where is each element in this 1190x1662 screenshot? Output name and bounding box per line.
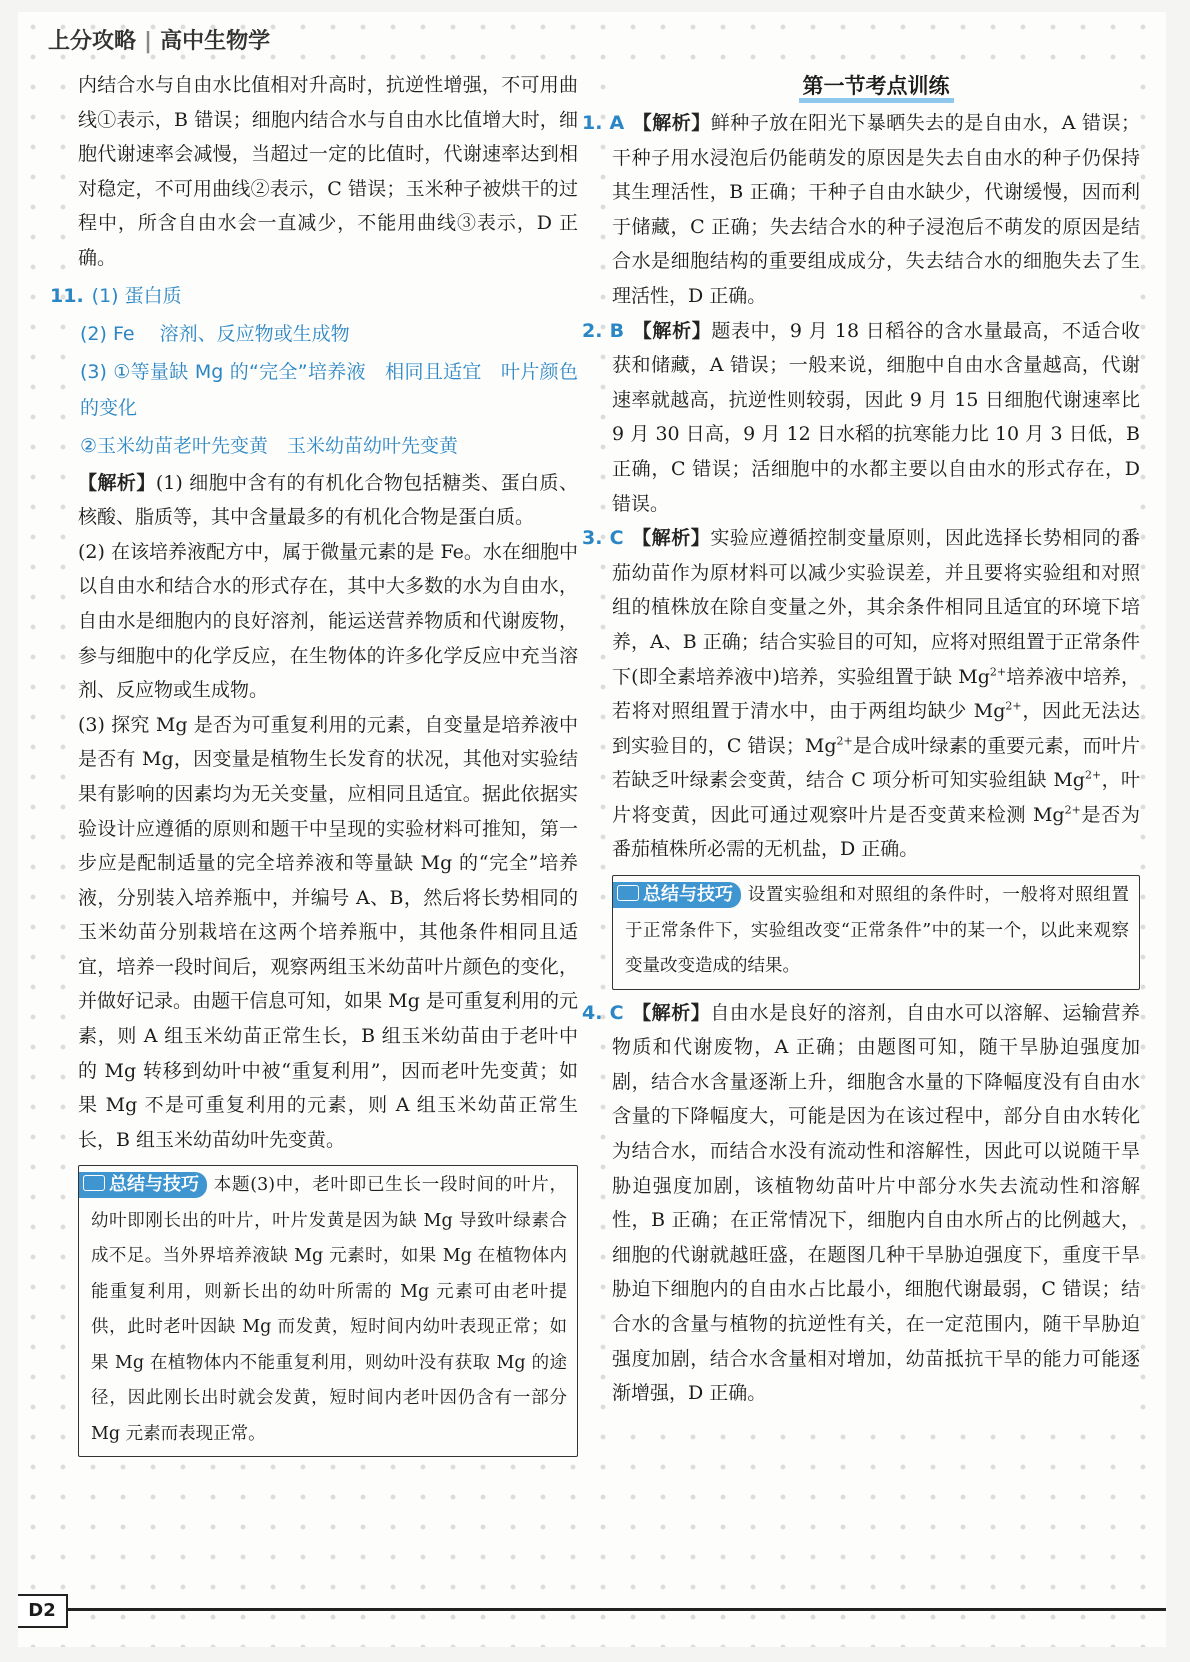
question-4 bbox=[582, 996, 1140, 1411]
question-2 bbox=[582, 314, 1140, 522]
analysis-3: (3) 探究 Mg 是否为可重复利用的元素，自变量是培养液中是否有 Mg，因变量是植物生长发育的状况，其他对实验结果有影响的因素均为无关变量，应相同且适宜。据此依据实验设计应遵循的原则和题干中呈现的实验材料可推知，第一步应是配制适量的完全培养液和等量缺 Mg 的“完全”培养液，分别装入培养瓶中，并编号 A、B，然后将长势相同的玉米幼苗分别栽培在这两个培养瓶中，其他条件相同且适宜，培养一段时间后，观察两组玉米幼苗叶片颜色的变化，并做好记录。由题干信息可知，如果 Mg 是可重复利用的元素，则 A 组玉米幼苗正常生长，B 组玉米幼苗由于老叶中的 Mg 转移到幼叶中被“重复利用”，因而老叶先变黄；如果 Mg 不是可重复利用的元素，则 A 组玉米幼苗正常生长，B 组玉米幼苗幼叶先变黄。 bbox=[78, 713, 578, 1151]
superscript: 2+ bbox=[836, 734, 853, 748]
summary-tip-label-text: 总结与技巧 bbox=[643, 884, 733, 906]
summary-tip-label bbox=[613, 882, 741, 908]
left-column bbox=[50, 68, 578, 1463]
question-1-text: 鲜种子放在阳光下暴晒失去的是自由水，A 错误；干种子用水浸泡后仍能萌发的原因是失去自由水的种子仍保持其生理活性，B 正确；干种子自由水缺少，代谢缓慢，因而利于储藏，C 正确；失去结合水的种子浸泡后不萌发的原因是结合水是细胞结构的重要组成成分，失去结合水的细胞失去了生理活性，D 正确。 bbox=[612, 112, 1140, 307]
analysis-tag: 【解析】 bbox=[632, 319, 712, 342]
summary-tip-label-text: 总结与技巧 bbox=[109, 1174, 199, 1196]
answer-1: (1) 蛋白质 bbox=[91, 284, 182, 307]
answer-4: ②玉米幼苗老叶先变黄 玉米幼苗幼叶先变黄 bbox=[80, 434, 459, 457]
header-separator: | bbox=[144, 29, 153, 54]
footer-rule bbox=[66, 1608, 1166, 1611]
answer-3: (3) ①等量缺 Mg 的“完全”培养液 相同且适宜 叶片颜色的变化 bbox=[80, 360, 578, 419]
analysis-tag: 【解析】 bbox=[632, 112, 711, 134]
section-title bbox=[612, 70, 1140, 102]
question-3-text-e: ，叶片将变黄，因此可通过观察叶片是否变黄来检测 Mg bbox=[612, 769, 1140, 826]
section-title-text: 第一节考点训练 bbox=[799, 74, 954, 103]
question-3-text-d: 是合成叶绿素的重要元素，而叶片若缺乏叶绿素会变黄，结合 C 项分析可知实验组缺 Mg bbox=[612, 734, 1140, 792]
question-3-text-b: 培养液中培养，若将对照组置于清水中，由于两组均缺少 Mg bbox=[612, 665, 1140, 723]
superscript: 2+ bbox=[1005, 699, 1022, 713]
analysis-2: (2) 在该培养液配方中，属于微量元素的是 Fe。水在细胞中以自由水和结合水的形式存在，其中大多数的水为自由水，自由水是细胞内的良好溶剂，能运送营养物质和代谢废物，参与细胞中的化学反应，在生物体的许多化学反应中充当溶剂、反应物或生成物。 bbox=[78, 540, 578, 702]
subject-name: 高中生物学 bbox=[160, 29, 271, 54]
superscript: 2+ bbox=[989, 665, 1007, 679]
question-number: 2. B bbox=[582, 319, 625, 342]
question-1 bbox=[582, 106, 1140, 314]
answer-2: (2) Fe 溶剂、反应物或生成物 bbox=[80, 322, 350, 345]
notebook-icon bbox=[617, 885, 639, 901]
page-number: D2 bbox=[18, 1594, 68, 1628]
right-column bbox=[582, 68, 1140, 1411]
analysis-text-1: (1) 细胞中含有的有机化合物包括糖类、蛋白质、核酸、脂质等，其中含量最多的有机化合物是蛋白质。 bbox=[78, 471, 578, 529]
question-3-text-f: 是否为番茄植株所必需的无机盐，D 正确。 bbox=[612, 803, 1140, 861]
summary-tip-text: 设置实验组和对照组的条件时，一般将对照组置于正常条件下，实验组改变“正常条件”中的某一个，以此来观察变量改变造成的结果。 bbox=[625, 885, 1129, 977]
analysis-tag: 【解析】 bbox=[631, 527, 711, 550]
summary-tip-label bbox=[79, 1172, 207, 1198]
question-number: 11. bbox=[50, 284, 84, 307]
superscript: 2+ bbox=[1064, 803, 1081, 817]
question-11 bbox=[50, 278, 578, 464]
summary-tip-box bbox=[612, 875, 1140, 990]
question-number: 3. C bbox=[582, 527, 624, 550]
question-number: 1. A bbox=[582, 112, 625, 134]
answer-line-1 bbox=[50, 278, 578, 314]
notebook-icon bbox=[83, 1175, 105, 1191]
question-2-text: 题表中，9 月 18 日稻谷的含水量最高，不适合收获和储藏，A 错误；一般来说，细胞中自由水含量越高，代谢速率就越高，抗逆性则较弱，因此 9 月 15 日细胞代谢速率比 9 月 30 日高，9 月 12 日水稻的抗寒能力比 10 月 3 日低，B 正确，C 错误；活细胞中的水都主要以自由水的形式存在，D 错误。 bbox=[612, 319, 1140, 515]
summary-tip-box bbox=[78, 1165, 578, 1457]
analysis-tag: 【解析】 bbox=[78, 471, 156, 494]
continued-text: 内结合水与自由水比值相对升高时，抗逆性增强，不可用曲线①表示，B 错误；细胞内结合水与自由水比值增大时，细胞代谢速率会减慢，当超过一定的比值时，代谢速率达到相对稳定，不可用曲线②表示，C 错误；玉米种子被烘干的过程中，所含自由水会一直减少，不能用曲线③表示，D 正确。 bbox=[78, 74, 578, 269]
series-name: 上分攻略 bbox=[48, 29, 137, 54]
page-header bbox=[48, 24, 270, 56]
question-number: 4. C bbox=[582, 1001, 624, 1024]
question-4-text: 自由水是良好的溶剂，自由水可以溶解、运输营养物质和代谢废物，A 正确；由题图可知，随干旱胁迫强度加剧，结合水含量逐渐上升，细胞含水量的下降幅度没有自由水含量的下降幅度大，可能是因为在该过程中，部分自由水转化为结合水，而结合水没有流动性和溶解性，因此可以说随干旱胁迫强度加剧，该植物幼苗叶片中部分水失去流动性和溶解性，B 正确；在正常情况下，细胞内自由水所占的比例越大，细胞的代谢就越旺盛，在题图几种干旱胁迫强度下，重度干旱胁迫下细胞内的自由水占比最小，细胞代谢最弱，C 错误；结合水的含量与植物的抗逆性有关，在一定范围内，随干旱胁迫强度加剧，结合水含量相对增加，幼苗抵抗干旱的能力可能逐渐增强，D 正确。 bbox=[612, 1001, 1140, 1405]
question-3-text-a: 实验应遵循控制变量原则，因此选择长势相同的番茄幼苗作为原材料可以减少实验误差，并且要将实验组和对照组的植株放在除自变量之外，其余条件相同且适宜的环境下培养，A、B 正确；结合实验目的可知，应将对照组置于正常条件下(即全素培养液中)培养，实验组置于缺 Mg bbox=[612, 527, 1140, 688]
question-3 bbox=[582, 521, 1140, 867]
summary-tip-text: 本题(3)中，老叶即已生长一段时间的叶片，幼叶即刚长出的叶片，叶片发黄是因为缺 Mg 导致叶绿素合成不足。当外界培养液缺 Mg 元素时，如果 Mg 在植物体内能重复利用，则新长出的幼叶所需的 Mg 元素可由老叶提供，此时老叶因缺 Mg 而发黄，短时间内幼叶表现正常；如果 Mg 在植物体内不能重复利用，则幼叶没有获取 Mg 的途径，因此刚长出时就会发黄，短时间内老叶因仍含有一部分 Mg 元素而表现正常。 bbox=[91, 1175, 567, 1444]
analysis-tag: 【解析】 bbox=[631, 1001, 711, 1024]
superscript: 2+ bbox=[1084, 768, 1102, 782]
question-3-text-c: ，因此无法达到实验目的，C 错误；Mg bbox=[612, 700, 1140, 757]
analysis-1 bbox=[78, 466, 578, 535]
